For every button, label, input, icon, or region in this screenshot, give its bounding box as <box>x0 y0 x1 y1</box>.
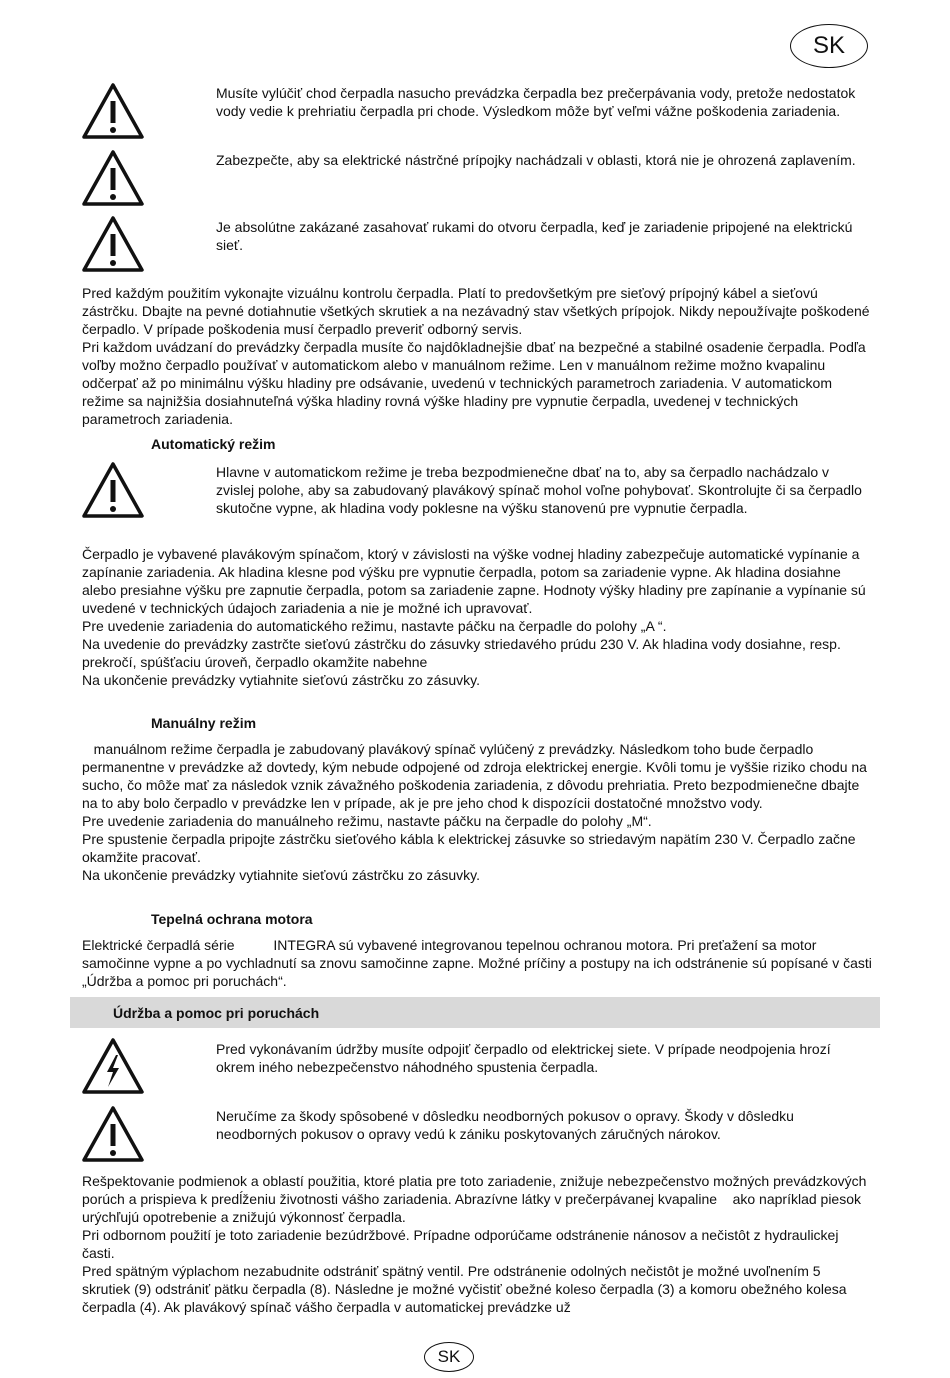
thermal-protection-text <box>82 936 876 990</box>
language-badge: SK <box>790 24 868 68</box>
manual-mode-heading: Manuálny režim <box>151 715 257 731</box>
paragraph: Čerpadlo je vybavené plavákovým spínačom, ktorý v závislosti na výške vodnej hladiny zabezpečuje automatické vypínanie a zapínanie zariadenia. Ak hladina klesne pod výšku pre vypnutie čerpadla, potom sa zariadenie vypne. Ak hladina dosiahne alebo presiahne výšku pre zapnutie čerpadla, potom sa zariadenie zapne. Hodnoty výšky hladiny pre zapínanie a vypínanie sú uvedené v technických údajoch zariadenia a nie je možné ich upravovať. <box>82 546 866 616</box>
automatic-mode-text <box>82 545 872 689</box>
paragraph: Elektrické čerpadlá série INTEGRA sú vybavené integrovanou tepelnou ochranou motora. Pri preťažení sa motor samočinne vypne a po vychladnutí sa znovu samočinne zapne. Možné príčiny a postupy na ich odstránenie sú popísané v časti „Údržba a pomoc pri poruchách“. <box>82 937 876 989</box>
manual-mode-text <box>82 740 872 884</box>
paragraph: Pre uvedenie zariadenia do automatického režimu, nastavte páčku na čerpadle do polohy „A “. <box>82 618 667 634</box>
warning-text: Musíte vylúčiť chod čerpadla nasucho prevádzka čerpadla bez prečerpávania vody, pretože nedostatok vody vedie k prehriatiu čerpadla pri chode. Výsledkom môže byť veľmi vážne poškodenia zariadenia. <box>216 85 856 119</box>
paragraph: Na uvedenie do prevádzky zastrčte sieťovú zástrčku do zásuvky striedavého prúdu 230 V. Ak hladina vody dosiahne, resp. prekročí, spúšťaciu úroveň, čerpadlo okamžite nabehne <box>82 636 841 670</box>
warning-text: Hlavne v automatickom režime je treba bezpodmienečne dbať na to, aby sa čerpadlo nachádzalo v zvislej polohe, aby sa zabudovaný plavákový spínač mohol voľne pohybovať. Skontrolujte či sa čerpadlo skutočne vypne, ak hladina vody poklesne na výšku stanovenú pre vypnutie čerpadla. <box>216 464 862 516</box>
paragraph: Pri odbornom použití je toto zariadenie bezúdržbové. Prípadne odporúčame odstránenie nánosov a nečistôt z hydraulickej časti. <box>82 1227 839 1261</box>
language-badge: SK <box>424 1342 474 1372</box>
electric-shock-warning-icon <box>80 1036 146 1096</box>
paragraph: Rešpektovanie podmienok a oblastí použitia, ktoré platia pre toto zariadenie, znižuje nebezpečenstvo možných prevádzkových porúch a prispieva k predĺženiu životnosti vášho zariadenia. Abrazívne látky v prečerpávanej kvapaline ako napríklad piesok urýchľujú opotrebenie a znižujú výkonnosť čerpadla. <box>82 1173 877 1225</box>
warning-exclamation-icon <box>80 214 146 274</box>
warning-exclamation-icon <box>80 1104 146 1164</box>
warning-text: Neručíme za škody spôsobené v dôsledku neodborných pokusov o opravy. Škody v dôsledku neodborných pokusov o opravy vedú k zániku poskytovaných záručných nárokov. <box>216 1108 794 1142</box>
intro-text <box>82 284 872 428</box>
paragraph: Pre uvedenie zariadenia do manuálneho režimu, nastavte páčku na čerpadle do polohy „M“. <box>82 813 652 829</box>
warning-text: Pred vykonávaním údržby musíte odpojiť čerpadlo od elektrickej siete. V prípade neodpojenia hrozí okrem iného nebezpečenstvo náhodného spustenia čerpadla. <box>216 1041 831 1075</box>
paragraph: Na ukončenie prevádzky vytiahnite sieťovú zástrčku zo zásuvky. <box>82 867 480 883</box>
section-title: Údržba a pomoc pri poruchách <box>113 1005 320 1021</box>
warning-exclamation-icon <box>80 460 146 520</box>
thermal-protection-heading: Tepelná ochrana motora <box>151 911 313 927</box>
paragraph: Pri každom uvádzaní do prevádzky čerpadla musíte čo najdôkladnejšie dbať na bezpečné a stabilné osadenie čerpadla. Podľa voľby možno čerpadlo používať v automatickom alebo v manuálnom režime. Len v manuálnom režime možno kvapalinu odčerpať až po minimálnu výšku hladiny pre odsávanie, uvedenú v technických parametroch zariadenia. V automatickom režime sa najnižšia dosiahnuteľná výška hladiny rovná výške hladiny pre vypnutie čerpadla, uvedenej v technických parametroch zariadenia. <box>82 339 866 427</box>
paragraph: Na ukončenie prevádzky vytiahnite sieťovú zástrčku zo zásuvky. <box>82 672 480 688</box>
warning-text: Zabezpečte, aby sa elektrické nástrčné prípojky nachádzali v oblasti, ktorá nie je ohrozená zaplavením. <box>216 152 856 168</box>
paragraph: Pred spätným výplachom nezabudnite odstrániť spätný ventil. Pre odstránenie odolných nečistôt je možné uvoľnením 5 skrutiek (9) odstrániť pätku čerpadla (8). Následne je možné vyčistiť obežné koleso čerpadla (3) a komoru obežného kolesa čerpadla (4). Ak plavákový spínač vášho čerpadla v automatickej prevádzke už <box>82 1263 847 1315</box>
paragraph: manuálnom režime čerpadla je zabudovaný plavákový spínač vylúčený z prevádzky. Následkom toho bude čerpadlo permanentne v prevádzke až dovtedy, kým nebude odpojené od zdroja elektrickej energie. Kvôli tomu je vyššie riziko chodu na sucho, čo môže mať za následok vznik závažného poškodenia zariadenia, z dôvodu prehriatia. Preto bezpodmienečne dbajte na to aby bolo čerpadlo v prevádzke len v prípade, ak je pre jeho chod k dispozícii dostatočné množstvo vody. <box>82 741 871 811</box>
paragraph: Pre spustenie čerpadla pripojte zástrčku sieťového kábla k elektrickej zásuvke so striedavým napätím 230 V. Čerpadlo začne okamžite pracovať. <box>82 831 856 865</box>
automatic-mode-heading: Automatický režim <box>151 436 276 452</box>
maintenance-text <box>82 1172 877 1316</box>
section-header-maintenance <box>70 997 880 1028</box>
paragraph: Pred každým použitím vykonajte vizuálnu kontrolu čerpadla. Platí to predovšetkým pre sieťový prípojný kábel a sieťovú zástrčku. Dbajte na pevné dotiahnutie všetkých skrutiek a na nezávadný stav všetkých prípojok. Nikdy nepoužívajte poškodené čerpadlo. V prípade poškodenia musí čerpadlo preveriť odborný servis. <box>82 285 870 337</box>
warning-exclamation-icon <box>80 81 146 141</box>
warning-exclamation-icon <box>80 148 146 208</box>
warning-text: Je absolútne zakázané zasahovať rukami do otvoru čerpadla, keď je zariadenie pripojené na elektrickú sieť. <box>216 219 853 253</box>
